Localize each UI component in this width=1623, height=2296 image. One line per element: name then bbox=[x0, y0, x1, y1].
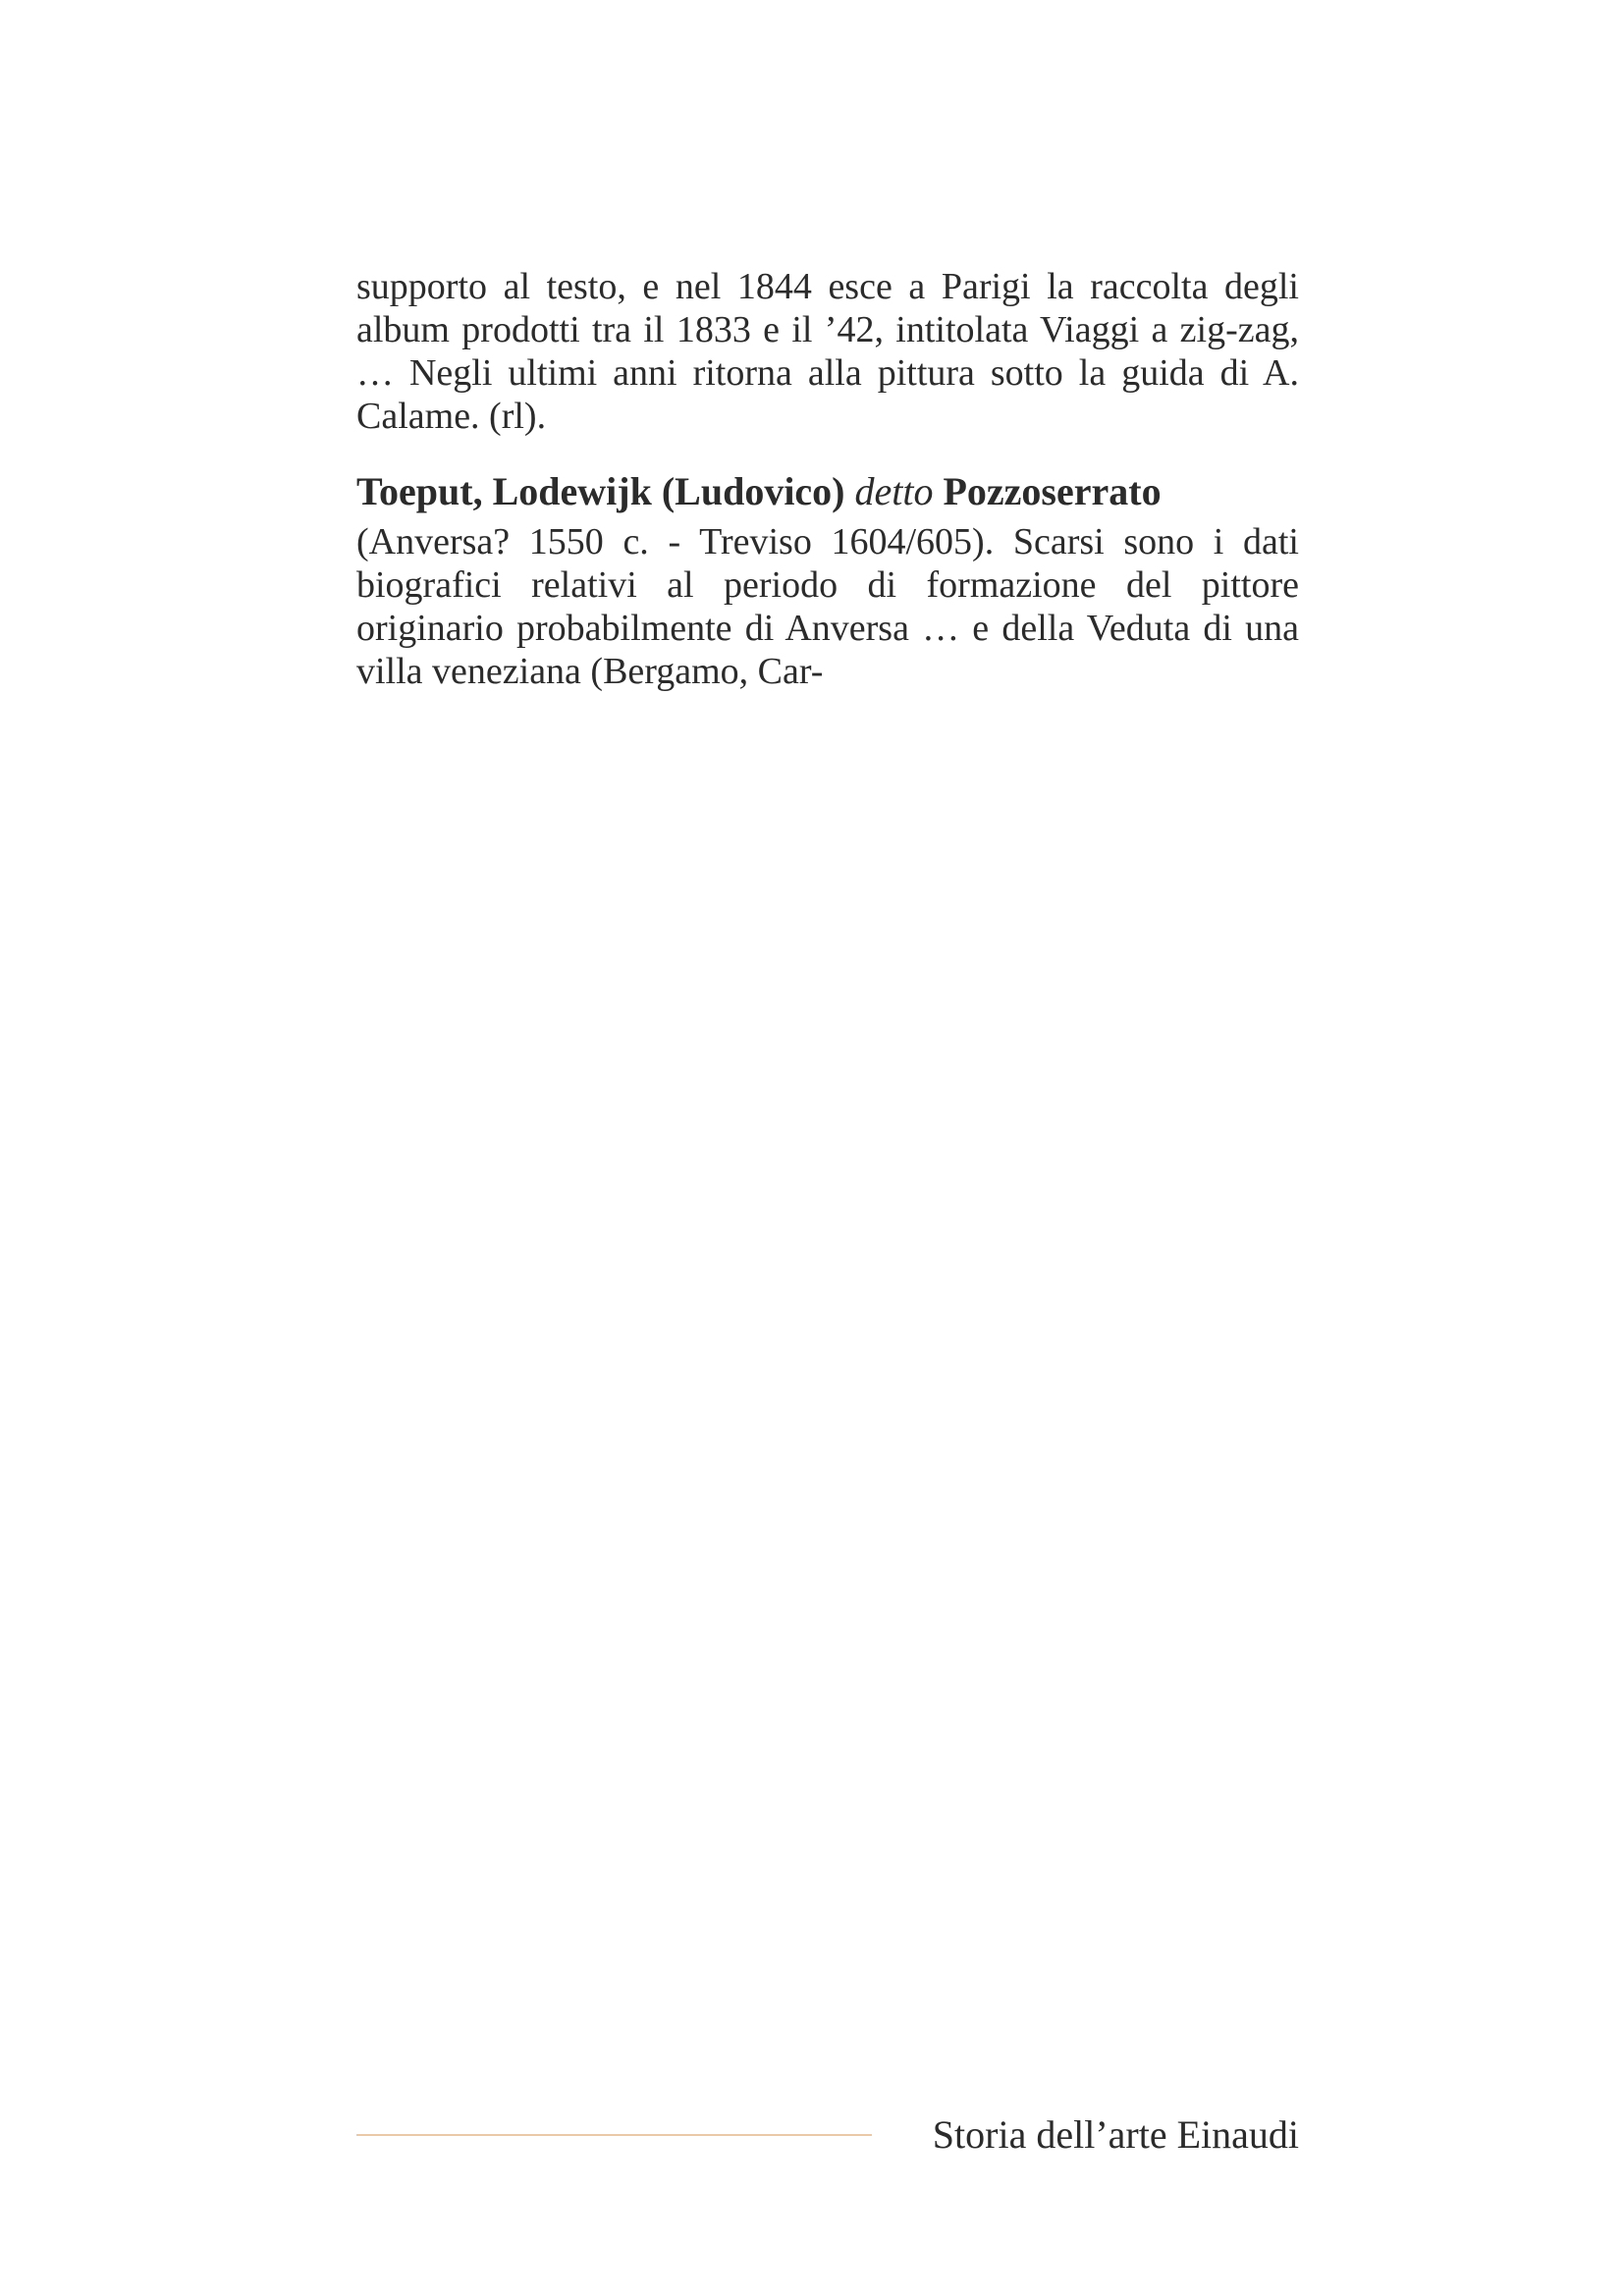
page-footer bbox=[356, 2110, 1299, 2160]
entry-heading-name: Toeput, Lodewijk (Ludovico) bbox=[356, 469, 845, 513]
entry-body-excerpt: (Anversa? 1550 c. - Treviso 1604/605). Scarsi sono i dati biografici relativi al periodo di formazione del pittore originario probabilmente di Anversa … e della Veduta di una villa veneziana (Bergamo, Car- bbox=[356, 521, 1299, 692]
text-block bbox=[356, 265, 1299, 693]
entry-heading bbox=[356, 467, 1299, 516]
footer-rule bbox=[356, 2134, 872, 2136]
continued-paragraph-excerpt: supporto al testo, e nel 1844 esce a Parigi la raccolta degli album prodotti tra il 1833 e il ’42, intitolata Viaggi a zig-zag, … Negli ultimi anni ritorna alla pittura sotto la guida di A. Calame. (rl). bbox=[356, 266, 1299, 437]
entry-heading-detto: detto bbox=[854, 469, 934, 513]
entry-body bbox=[356, 520, 1299, 693]
footer-title: Storia dell’arte Einaudi bbox=[932, 2112, 1299, 2157]
entry-heading-alias: Pozzoserrato bbox=[943, 469, 1162, 513]
continued-paragraph bbox=[356, 265, 1299, 438]
